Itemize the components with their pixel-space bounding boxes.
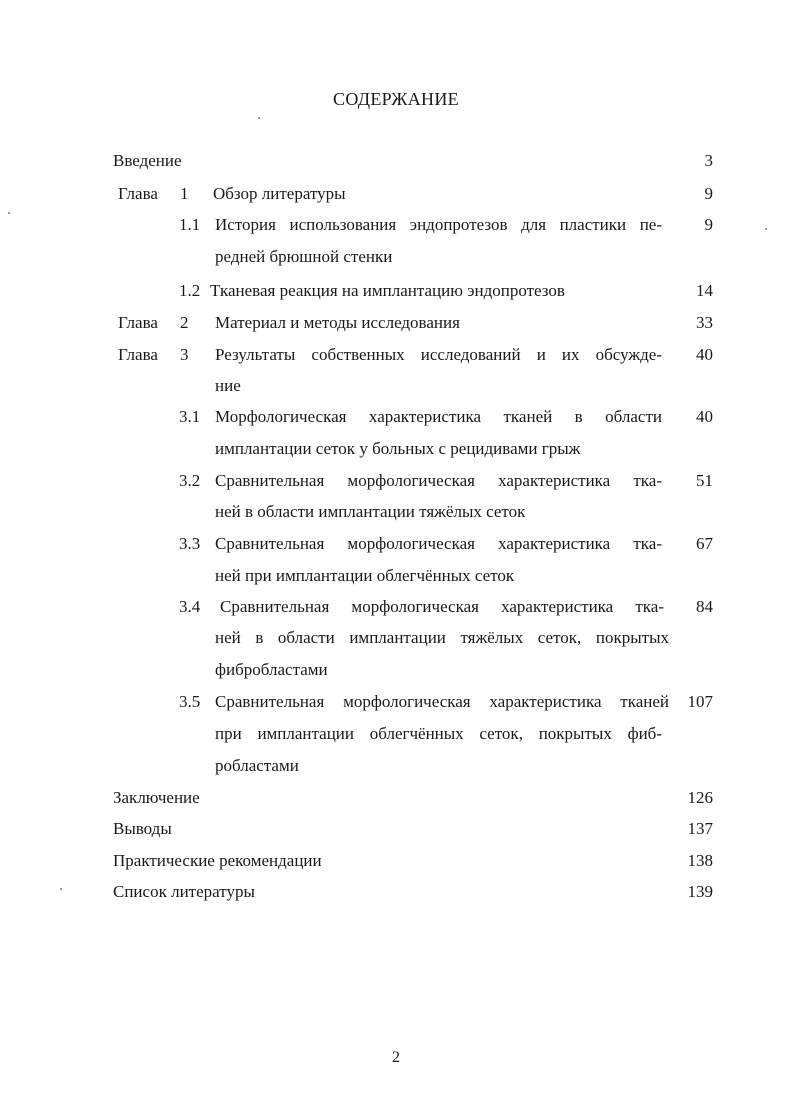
- toc-ch2-number: 2: [180, 313, 189, 332]
- toc-recommendations-page: 138: [687, 851, 713, 870]
- toc-s3-5-page: 107: [687, 692, 713, 711]
- toc-ch3-title-line1: Результаты собственных исследований и их обсужде-: [215, 345, 662, 364]
- scan-speck: [765, 228, 767, 230]
- toc-ch3-number: 3: [180, 345, 189, 364]
- toc-findings-label: Выводы: [113, 819, 172, 838]
- toc-s3-4-title-line3: фибробластами: [215, 660, 328, 679]
- toc-s1-1-page: 9: [704, 215, 713, 234]
- toc-s3-1-title-line2: имплантации сеток у больных с рецидивами грыж: [215, 439, 581, 458]
- toc-s3-5-number: 3.5: [179, 692, 201, 711]
- scan-speck: [8, 212, 10, 214]
- toc-s1-1-number: 1.1: [179, 215, 201, 234]
- toc-s3-2-title-line2: ней в области имплантации тяжёлых сеток: [215, 502, 526, 521]
- toc-s3-5-title-line2: при имплантации облегчённых сеток, покрытых фиб-: [215, 724, 662, 743]
- toc-s3-4-page: 84: [696, 597, 713, 616]
- toc-s3-3-page: 67: [696, 534, 713, 553]
- toc-s3-5-title-line3: робластами: [215, 756, 299, 775]
- page-title: СОДЕРЖАНИЕ: [333, 89, 459, 109]
- toc-s3-2-page: 51: [696, 471, 713, 490]
- toc-ch1-title: Обзор литературы: [213, 184, 346, 203]
- toc-references-label: Список литературы: [113, 882, 255, 901]
- toc-recommendations-label: Практические рекомендации: [113, 851, 322, 870]
- toc-s1-2-number: 1.2: [179, 281, 201, 300]
- toc-s3-3-title-line1: Сравнительная морфологическая характеристика тка-: [215, 534, 662, 553]
- toc-ch3-prefix: Глава: [118, 345, 158, 364]
- toc-intro-label: Введение: [113, 151, 182, 170]
- toc-references-page: 139: [687, 882, 713, 901]
- toc-s3-1-page: 40: [696, 407, 713, 426]
- toc-ch1-number: 1: [180, 184, 189, 203]
- toc-s1-1-title-line1: История использования эндопротезов для пластики пе-: [215, 215, 662, 234]
- toc-s3-3-number: 3.3: [179, 534, 201, 553]
- toc-s3-4-title-line2: ней в области имплантации тяжёлых сеток, покрытых: [215, 628, 669, 647]
- toc-ch3-title-line2: ние: [215, 376, 241, 395]
- toc-s1-2-page: 14: [696, 281, 713, 300]
- toc-conclusion-page: 126: [687, 788, 713, 807]
- toc-ch2-prefix: Глава: [118, 313, 158, 332]
- toc-findings-page: 137: [687, 819, 713, 838]
- toc-s3-2-number: 3.2: [179, 471, 201, 490]
- scan-speck: [60, 888, 62, 890]
- toc-conclusion-label: Заключение: [113, 788, 200, 807]
- toc-s3-1-title-line1: Морфологическая характеристика тканей в области: [215, 407, 662, 426]
- toc-ch2-title: Материал и методы исследования: [215, 313, 460, 332]
- toc-ch1-page: 9: [704, 184, 713, 203]
- toc-intro-page: 3: [704, 151, 713, 170]
- toc-s1-2-title: Тканевая реакция на имплантацию эндопротезов: [210, 281, 565, 300]
- toc-s3-3-title-line2: ней при имплантации облегчённых сеток: [215, 566, 515, 585]
- toc-s3-2-title-line1: Сравнительная морфологическая характеристика тка-: [215, 471, 662, 490]
- toc-s3-4-title-line1: Сравнительная морфологическая характеристика тка-: [220, 597, 664, 616]
- toc-s1-1-title-line2: редней брюшной стенки: [215, 247, 393, 266]
- toc-s3-4-number: 3.4: [179, 597, 201, 616]
- scan-speck: [258, 117, 260, 119]
- toc-ch2-page: 33: [696, 313, 713, 332]
- toc-ch3-page: 40: [696, 345, 713, 364]
- toc-s3-5-title-line1: Сравнительная морфологическая характеристика тканей: [215, 692, 669, 711]
- page-number: 2: [392, 1049, 400, 1066]
- toc-ch1-prefix: Глава: [118, 184, 158, 203]
- toc-s3-1-number: 3.1: [179, 407, 201, 426]
